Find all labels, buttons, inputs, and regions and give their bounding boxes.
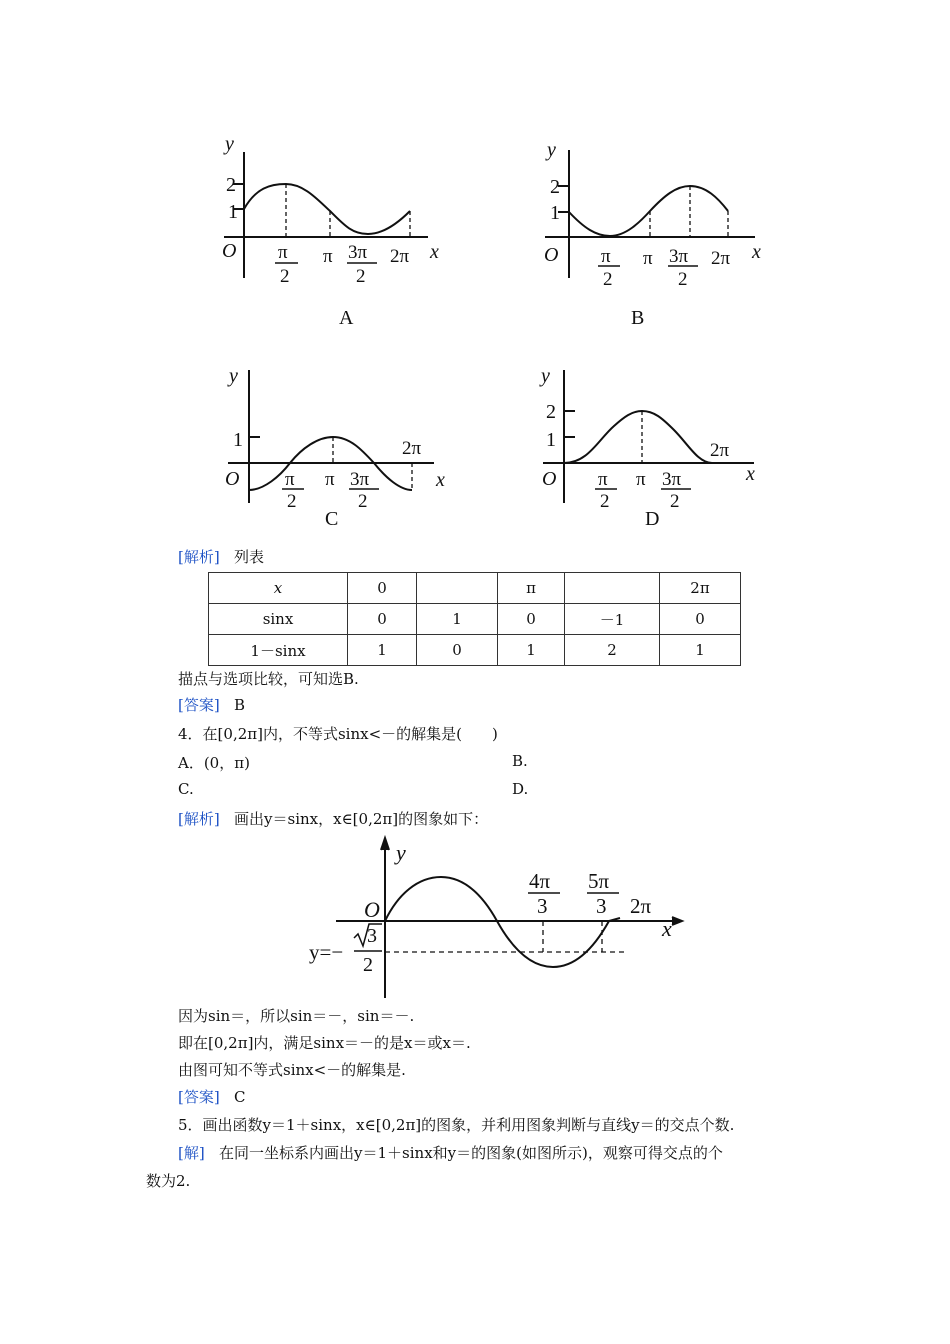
- graph-d-curve: [564, 411, 712, 463]
- svg-text:3: 3: [596, 894, 607, 918]
- option-label-b: B: [631, 307, 645, 329]
- solution-cont: 数为2.: [146, 1172, 191, 1190]
- svg-text:O: O: [542, 468, 557, 490]
- svg-text:π: π: [285, 469, 295, 490]
- option-graph-b: [0, 0, 950, 340]
- option-label-c: C: [325, 508, 339, 530]
- svg-text:3: 3: [367, 925, 377, 947]
- svg-text:y: y: [541, 365, 550, 387]
- svg-text:y: y: [225, 133, 234, 155]
- solution: [解] 在同一坐标系内画出y＝1＋sinx和y＝的图象(如图所示)，观察可得交点的个: [178, 1144, 723, 1162]
- question-5: 5．画出函数y＝1＋sinx，x∈[0,2π]的图象，并利用图象判断与直线y＝的交点个数.: [178, 1116, 735, 1134]
- svg-text:3π: 3π: [350, 469, 370, 490]
- svg-text:O: O: [222, 240, 237, 262]
- svg-text:x: x: [662, 916, 672, 941]
- q4-option-d: D.: [512, 780, 529, 798]
- svg-text:y: y: [229, 365, 238, 387]
- svg-text:3π: 3π: [348, 242, 368, 263]
- svg-text:2: 2: [600, 491, 610, 512]
- svg-text:1: 1: [550, 202, 560, 224]
- svg-text:O: O: [225, 468, 240, 490]
- svg-text:x: x: [436, 469, 445, 491]
- q4-option-c: C.: [178, 780, 194, 798]
- svg-text:4π: 4π: [529, 869, 551, 893]
- svg-text:3π: 3π: [662, 469, 682, 490]
- svg-text:y=−: y=−: [309, 940, 344, 964]
- q4-option-b: B.: [512, 752, 528, 770]
- svg-text:π: π: [325, 469, 335, 490]
- table-row: sinx 0 1 0 －1 0: [209, 604, 741, 635]
- svg-text:π: π: [598, 469, 608, 490]
- svg-text:x: x: [430, 241, 439, 263]
- svg-text:1: 1: [228, 201, 238, 223]
- svg-text:2π: 2π: [390, 246, 410, 267]
- analysis-2: [解析] 画出y＝sinx，x∈[0,2π]的图象如下：: [178, 810, 489, 828]
- option-label-a: A: [339, 307, 354, 329]
- svg-text:1: 1: [233, 429, 243, 451]
- text-line-1: 因为sin＝，所以sin＝－，sin＝－.: [178, 1007, 415, 1025]
- value-table: [208, 572, 741, 666]
- svg-text:2π: 2π: [711, 248, 731, 269]
- table-row: 1－sinx 1 0 1 2 1: [209, 635, 741, 666]
- svg-text:2: 2: [550, 176, 560, 198]
- conclusion-1: 描点与选项比较，可知选B.: [178, 670, 359, 688]
- svg-text:3: 3: [537, 894, 548, 918]
- svg-text:3π: 3π: [669, 246, 689, 267]
- svg-text:2: 2: [356, 266, 366, 287]
- option-graph-d: [0, 340, 950, 540]
- answer-1: [答案] B: [178, 696, 246, 714]
- svg-text:2: 2: [546, 401, 556, 423]
- answer-2: [答案] C: [178, 1088, 246, 1106]
- question-4: 4．在[0,2π]内，不等式sinx<－的解集是( ): [178, 725, 498, 743]
- analysis-1: [解析] 列表: [178, 548, 265, 566]
- svg-text:O: O: [544, 244, 559, 266]
- svg-text:5π: 5π: [588, 869, 610, 893]
- svg-text:2: 2: [280, 266, 290, 287]
- table-row: x 0 π 2π: [209, 573, 741, 604]
- svg-text:x: x: [746, 463, 755, 485]
- svg-text:2: 2: [678, 269, 688, 290]
- svg-text:1: 1: [546, 429, 556, 451]
- svg-text:y: y: [547, 139, 556, 161]
- svg-text:y: y: [396, 840, 406, 865]
- svg-text:2π: 2π: [402, 438, 422, 459]
- svg-text:2: 2: [287, 491, 297, 512]
- svg-text:2: 2: [226, 174, 236, 196]
- svg-text:2: 2: [358, 491, 368, 512]
- svg-text:π: π: [643, 248, 653, 269]
- text-line-2: 即在[0,2π]内，满足sinx＝－的是x＝或x＝.: [178, 1034, 471, 1052]
- text-line-3: 由图可知不等式sinx<－的解集是.: [178, 1061, 406, 1079]
- svg-text:π: π: [636, 469, 646, 490]
- q4-option-a: A．(0，π): [178, 754, 250, 772]
- svg-text:2π: 2π: [630, 894, 652, 918]
- svg-text:π: π: [601, 246, 611, 267]
- svg-text:O: O: [364, 897, 380, 922]
- option-label-d: D: [645, 508, 660, 530]
- svg-text:x: x: [752, 241, 761, 263]
- svg-text:2: 2: [603, 269, 613, 290]
- sine-graph: [0, 830, 950, 1000]
- svg-text:π: π: [278, 242, 288, 263]
- svg-text:2: 2: [363, 954, 373, 976]
- svg-text:π: π: [323, 246, 333, 267]
- svg-text:2π: 2π: [710, 440, 730, 461]
- svg-text:2: 2: [670, 491, 680, 512]
- graph-b-curve: [569, 186, 728, 236]
